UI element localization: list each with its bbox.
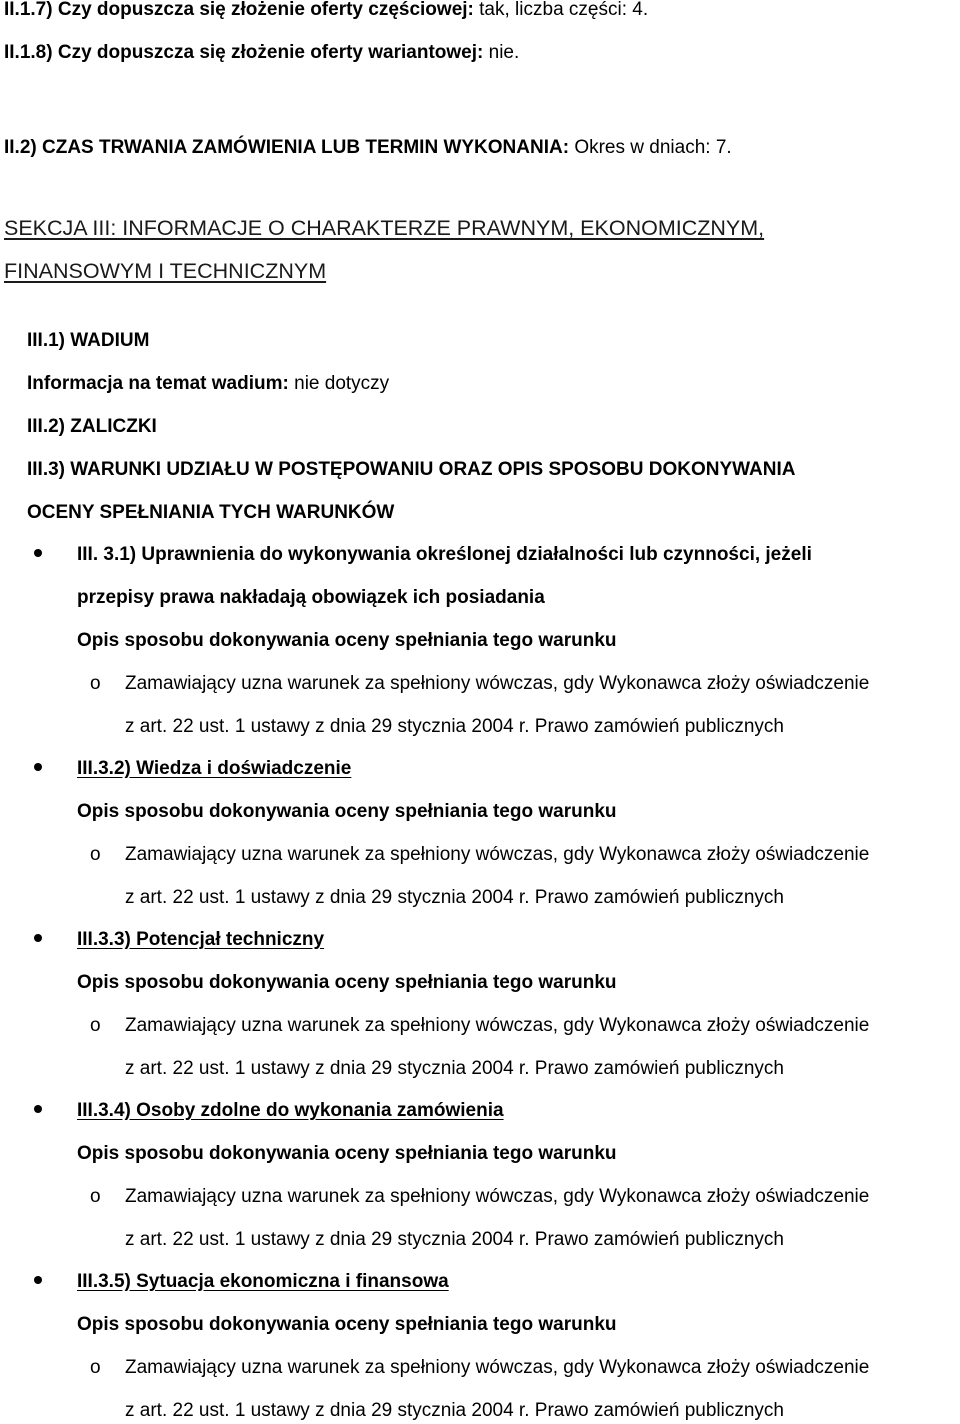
duration-value: Okres w dniach: 7. [569,137,732,158]
warunki-heading-line2: OCENY SPEŁNIANIA TYCH WARUNKÓW [27,502,395,523]
circle-marker-icon: o [90,673,101,694]
condition-5-text-line2: z art. 22 ust. 1 ustawy z dnia 29 stycznia 2004 r. Prawo zamówień publicznych [125,1400,784,1421]
condition-4-text-line2: z art. 22 ust. 1 ustawy z dnia 29 stycznia 2004 r. Prawo zamówień publicznych [125,1229,784,1250]
offer-variant-line [4,41,519,65]
section-title-line1: SEKCJA III: INFORMACJE O CHARAKTERZE PRAWNYM, EKONOMICZNYM, [4,216,765,240]
wadium-info-line [27,372,389,396]
offer-partial-value: tak, liczba części: 4. [473,0,649,20]
condition-4-title: III.3.4) Osoby zdolne do wykonania zamówienia [77,1100,504,1121]
condition-2-desc-label: Opis sposobu dokonywania oceny spełniania tego warunku [77,801,617,822]
condition-3-text-line1: Zamawiający uzna warunek za spełniony wówczas, gdy Wykonawca złoży oświadczenie [125,1015,870,1036]
wadium-heading: III.1) WADIUM [27,330,150,351]
condition-2-text-line2: z art. 22 ust. 1 ustawy z dnia 29 stycznia 2004 r. Prawo zamówień publicznych [125,887,784,908]
condition-5-desc-label: Opis sposobu dokonywania oceny spełniania tego warunku [77,1314,617,1335]
section-title-line2: FINANSOWYM I TECHNICZNYM [4,259,327,283]
condition-2-title: III.3.2) Wiedza i doświadczenie [77,758,352,779]
circle-marker-icon: o [90,1015,101,1036]
offer-variant-label: II.1.8) Czy dopuszcza się złożenie oferty wariantowej: [4,42,484,63]
warunki-heading-line1: III.3) WARUNKI UDZIAŁU W POSTĘPOWANIU ORAZ OPIS SPOSOBU DOKONYWANIA [27,459,796,480]
circle-marker-icon: o [90,1357,101,1378]
wadium-info-label: Informacja na temat wadium: [27,373,289,394]
duration-label: II.2) CZAS TRWANIA ZAMÓWIENIA LUB TERMIN WYKONANIA: [4,137,570,158]
condition-1-text-line2: z art. 22 ust. 1 ustawy z dnia 29 stycznia 2004 r. Prawo zamówień publicznych [125,716,784,737]
offer-partial-label: II.1.7) Czy dopuszcza się złożenie oferty częściowej: [4,0,474,20]
condition-3-title: III.3.3) Potencjał techniczny [77,929,325,950]
condition-1-desc-label: Opis sposobu dokonywania oceny spełniania tego warunku [77,630,617,651]
offer-partial-line [4,0,648,22]
condition-2-text-line1: Zamawiający uzna warunek za spełniony wówczas, gdy Wykonawca złoży oświadczenie [125,844,870,865]
condition-4-text-line1: Zamawiający uzna warunek za spełniony wówczas, gdy Wykonawca złoży oświadczenie [125,1186,870,1207]
condition-3-text-line2: z art. 22 ust. 1 ustawy z dnia 29 stycznia 2004 r. Prawo zamówień publicznych [125,1058,784,1079]
bullet-icon [34,763,42,771]
condition-5-title: III.3.5) Sytuacja ekonomiczna i finansowa [77,1271,449,1292]
offer-variant-value: nie. [483,42,520,63]
wadium-info-value: nie dotyczy [288,373,390,394]
circle-marker-icon: o [90,844,101,865]
bullet-icon [34,934,42,942]
zaliczki-heading: III.2) ZALICZKI [27,416,157,437]
duration-line [4,136,732,160]
circle-marker-icon: o [90,1186,101,1207]
condition-4-desc-label: Opis sposobu dokonywania oceny spełniania tego warunku [77,1143,617,1164]
bullet-icon [34,1105,42,1113]
condition-1-title-line1: III. 3.1) Uprawnienia do wykonywania określonej działalności lub czynności, jeżeli [77,544,812,565]
condition-1-title-line2: przepisy prawa nakładają obowiązek ich posiadania [77,587,545,608]
condition-5-text-line1: Zamawiający uzna warunek za spełniony wówczas, gdy Wykonawca złoży oświadczenie [125,1357,870,1378]
condition-3-desc-label: Opis sposobu dokonywania oceny spełniania tego warunku [77,972,617,993]
bullet-icon [34,549,42,557]
condition-1-text-line1: Zamawiający uzna warunek za spełniony wówczas, gdy Wykonawca złoży oświadczenie [125,673,870,694]
bullet-icon [34,1276,42,1284]
